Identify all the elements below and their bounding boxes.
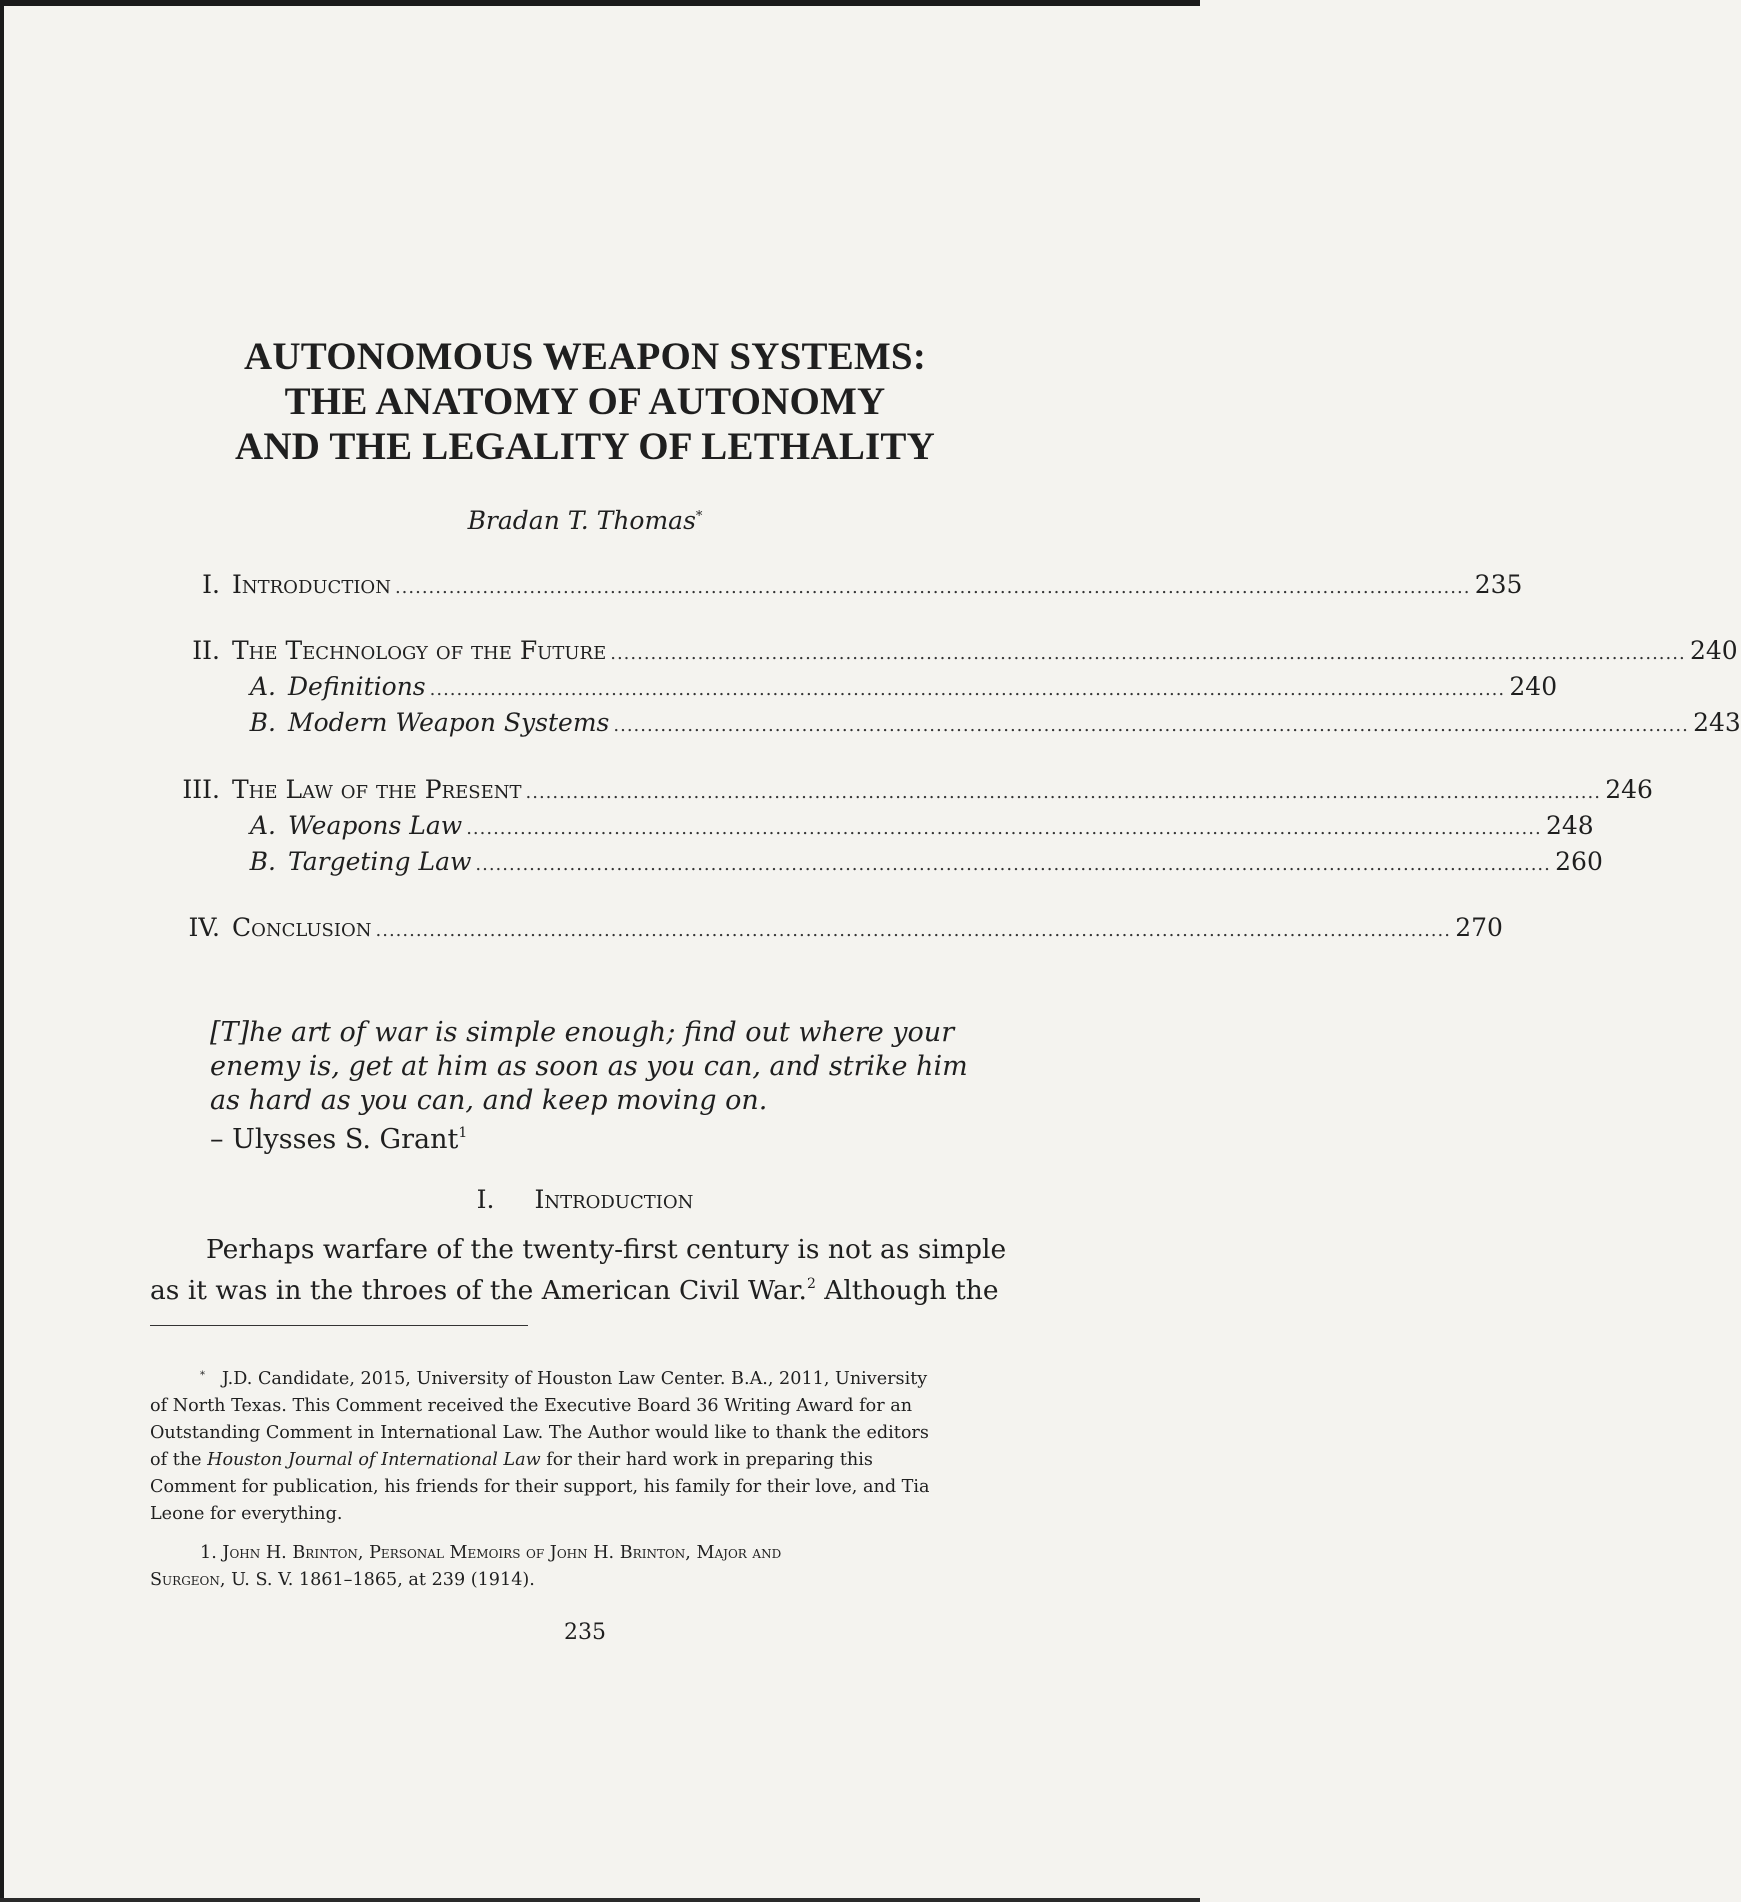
epigraph-line: [T]he art of war is simple enough; find out where your [210, 1017, 955, 1048]
footnote-text: Comment for publication, his friends for their support, his family for their love, and Tia [150, 1477, 930, 1497]
title-line: THE ANATOMY OF AUTONOMY [284, 380, 886, 423]
footnote-text: of the [150, 1450, 208, 1470]
toc-leader: ................................................................................................................................................................ [475, 854, 1551, 875]
epigraph-line: enemy is, get at him as soon as you can, and strike him [210, 1051, 968, 1082]
toc-letter: B. [249, 708, 276, 737]
article-title [150, 334, 1020, 469]
body-line [150, 1267, 1020, 1308]
toc-leader: ................................................................................................................................................................ [375, 920, 1451, 941]
journal-name: Houston Journal of International Law [207, 1450, 541, 1470]
footnote-line [150, 1447, 1020, 1474]
toc-entry-introduction[interactable] [160, 570, 1523, 604]
scan-border-left [0, 0, 4, 1902]
epigraph-attribution [210, 1124, 467, 1155]
toc-number: II. [192, 636, 220, 665]
body-line: Perhaps warfare of the twenty-first century is not as simple [206, 1234, 1007, 1265]
toc-entry-law-of-present[interactable] [160, 775, 1653, 809]
toc-entry-weapons-law[interactable] [160, 811, 1594, 845]
title-line: AUTONOMOUS WEAPON SYSTEMS: [243, 335, 927, 378]
epigraph-quote [210, 1016, 1010, 1118]
toc-label: The Technology of the Future [232, 636, 607, 665]
footnote-text: Leone for everything. [150, 1504, 343, 1524]
footnote-star-line [150, 1362, 1020, 1393]
footnote-ref[interactable]: 1 [458, 1125, 468, 1141]
toc-label: The Law of the Present [232, 775, 522, 804]
section-number: I. [476, 1185, 495, 1214]
author-footnote-marker: * [695, 509, 703, 524]
attribution-text: – Ulysses S. Grant [210, 1124, 459, 1155]
toc-page: 248 [1545, 811, 1594, 840]
toc-letter: A. [249, 811, 276, 840]
footnote-number: 1. [200, 1543, 217, 1563]
toc-page: 240 [1689, 636, 1738, 665]
body-paragraph [150, 1232, 1020, 1308]
toc-number: IV. [188, 913, 220, 942]
toc-entry-definitions[interactable] [160, 672, 1558, 706]
section-label: Introduction [534, 1185, 694, 1214]
footnote-divider [150, 1325, 528, 1326]
toc-entry-modern-weapon-systems[interactable] [160, 708, 1741, 742]
toc-label: Modern Weapon Systems [288, 708, 610, 737]
footnote-line [150, 1567, 1020, 1594]
toc-page: 243 [1693, 708, 1741, 737]
toc-page: 246 [1605, 775, 1653, 804]
toc-number: I. [202, 570, 220, 599]
title-line: AND THE LEGALITY OF LETHALITY [234, 425, 935, 468]
toc-page: 270 [1455, 913, 1503, 942]
toc-label: Weapons Law [288, 811, 463, 840]
toc-leader: ................................................................................................................................................................ [429, 679, 1506, 700]
body-text-segment: as it was in the throes of the American Civil War. [150, 1275, 807, 1306]
author-byline [150, 506, 1020, 535]
footnote-one-line [150, 1540, 1020, 1567]
author-name: Bradan T. Thomas [467, 506, 696, 535]
toc-page: 235 [1474, 570, 1523, 599]
toc-letter: A. [249, 672, 276, 701]
toc-entry-technology[interactable] [160, 636, 1738, 670]
toc-label: Conclusion [232, 913, 372, 942]
toc-leader: ................................................................................................................................................................ [525, 782, 1601, 803]
scan-border-bottom [0, 1898, 1200, 1902]
footnote-text: , U. S. V. 1861–1865, at 239 (1914). [219, 1570, 535, 1590]
toc-letter: B. [249, 847, 276, 876]
scan-border-top [0, 0, 1200, 6]
footnote-text: of North Texas. This Comment received the Executive Board 36 Writing Award for an [150, 1396, 913, 1416]
toc-leader: ................................................................................................................................................................ [613, 715, 1689, 736]
toc-label: Targeting Law [288, 847, 472, 876]
toc-number: III. [182, 775, 220, 804]
footnotes [150, 1362, 1020, 1594]
footnote-ref[interactable]: 2 [806, 1276, 816, 1292]
footnote-text: J.D. Candidate, 2015, University of Houston Law Center. B.A., 2011, University [222, 1369, 928, 1389]
footnote-text: Outstanding Comment in International Law. The Author would like to thank the editors [150, 1423, 929, 1443]
footnote-citation: Surgeon [150, 1570, 220, 1590]
toc-leader: ................................................................................................................................................................ [394, 577, 1471, 598]
toc-entry-conclusion[interactable] [160, 913, 1503, 947]
footnote-text: for their hard work in preparing this [540, 1450, 873, 1470]
body-text-segment: Although the [815, 1275, 999, 1306]
footnote-marker: * [200, 1370, 205, 1381]
toc-leader: ................................................................................................................................................................ [466, 818, 1542, 839]
footnote-gap [150, 1528, 1020, 1540]
toc-label: Introduction [232, 570, 391, 599]
toc-label: Definitions [288, 672, 426, 701]
section-heading [150, 1185, 1020, 1214]
page-number: 235 [564, 1620, 606, 1645]
toc-page: 240 [1509, 672, 1558, 701]
toc-leader: ................................................................................................................................................................ [610, 643, 1686, 664]
footnote-citation: John H. Brinton, Personal Memoirs of John H. Brinton, Major and [222, 1543, 782, 1563]
toc-entry-targeting-law[interactable] [160, 847, 1603, 881]
epigraph-line: as hard as you can, and keep moving on. [210, 1085, 768, 1116]
toc-page: 260 [1555, 847, 1603, 876]
